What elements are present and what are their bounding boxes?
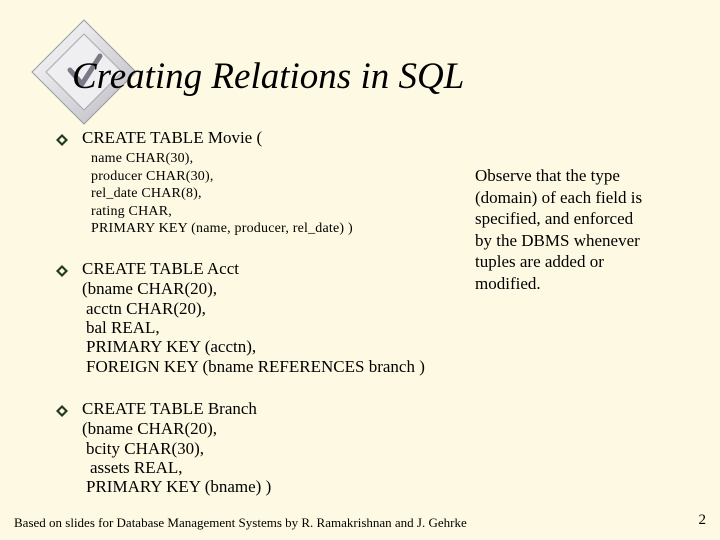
side-note-line: Observe that the type (475, 166, 620, 185)
bullet-diamond-icon (56, 134, 68, 146)
movie-field-line: rating CHAR, (91, 204, 172, 219)
slide-title: Creating Relations in SQL (72, 56, 465, 97)
branch-field-line: assets REAL, (90, 458, 183, 477)
movie-field-line: producer CHAR(30), (91, 169, 214, 184)
acct-field-line: acctn CHAR(20), (86, 299, 206, 318)
side-note-line: specified, and enforced (475, 209, 634, 229)
branch-primary-key-line: PRIMARY KEY (bname) ) (86, 477, 272, 496)
page-number: 2 (698, 512, 706, 528)
movie-primary-key-line: PRIMARY KEY (name, producer, rel_date) ) (91, 221, 353, 236)
side-note-line: by the DBMS whenever (475, 230, 640, 250)
slide-footer: Based on slides for Database Management Systems by R. Ramakrishnan and J. Gehrke (14, 515, 467, 530)
movie-field-line: rel_date CHAR(8), (91, 186, 202, 201)
branch-create-statement: CREATE TABLE Branch (82, 399, 257, 418)
branch-field-line: bcity CHAR(30), (86, 439, 205, 458)
side-note-line: (domain) of each field is (475, 187, 643, 207)
acct-primary-key-line: PRIMARY KEY (acctn), (86, 337, 257, 356)
bullet-diamond-icon (56, 265, 68, 277)
branch-field-line: (bname CHAR(20), (82, 419, 218, 438)
acct-foreign-key-line: FOREIGN KEY (bname REFERENCES branch ) (86, 357, 425, 376)
acct-field-line: (bname CHAR(20), (82, 279, 218, 298)
acct-create-statement: CREATE TABLE Acct (82, 259, 239, 278)
movie-field-line: name CHAR(30), (91, 151, 194, 166)
acct-field-line: bal REAL, (86, 318, 160, 337)
side-note (475, 165, 715, 295)
side-note-line: modified. (475, 273, 541, 293)
side-note-line: tuples are added or (475, 252, 604, 272)
bullet-diamond-icon (56, 405, 68, 417)
movie-create-statement: CREATE TABLE Movie ( (82, 128, 263, 147)
